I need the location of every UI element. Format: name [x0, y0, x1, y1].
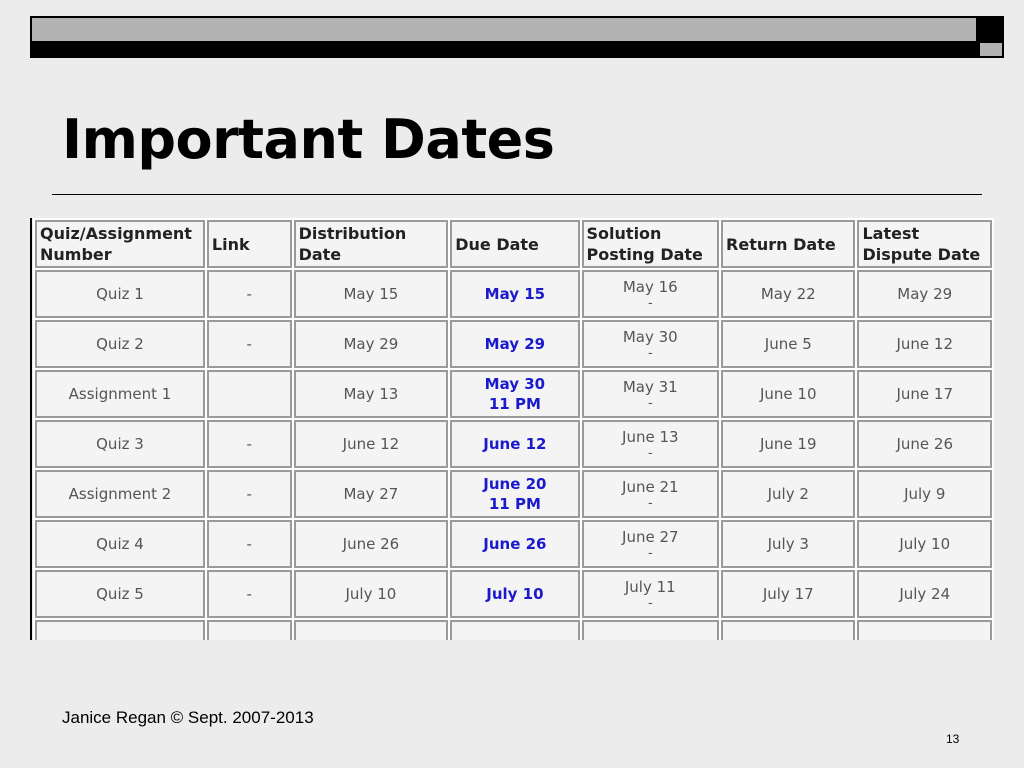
cell-return-date: July 17: [721, 570, 855, 618]
cell-due-date-line: May 15: [484, 285, 546, 303]
cell-latest-dispute-date: June 26: [857, 420, 992, 468]
cell-partial: [450, 620, 579, 640]
cell-due-date-line: July 10: [486, 585, 544, 603]
slide-header-bar: [30, 16, 1004, 58]
header-corner-block: [980, 43, 1002, 56]
cell-solution-posting-date: [582, 320, 720, 368]
slide-footer: Janice Regan © Sept. 2007-2013: [62, 708, 314, 727]
important-dates-table: [33, 218, 994, 640]
table-row: [35, 270, 992, 318]
cell-due-date-line: June 26: [483, 535, 547, 553]
cell-partial: [207, 620, 292, 640]
table-row: [35, 570, 992, 618]
cell-due-date: [450, 270, 579, 318]
cell-solution-posting-date: [582, 570, 720, 618]
cell-due-date-line: 11 PM: [488, 395, 541, 413]
cell-distribution-date: May 29: [294, 320, 449, 368]
header-due-date: Due Date: [450, 220, 579, 268]
cell-due-date: [450, 520, 579, 568]
cell-solution-posting-date-line: -: [647, 596, 653, 611]
cell-due-date: [450, 320, 579, 368]
cell-return-date: July 2: [721, 470, 855, 518]
table-header-row: [35, 220, 992, 268]
cell-solution-posting-date-line: June 27: [622, 528, 679, 546]
cell-latest-dispute-date: July 9: [857, 470, 992, 518]
cell-number: Quiz 5: [35, 570, 205, 618]
header-distribution-date: Distribution Date: [294, 220, 449, 268]
dates-table-screenshot: [30, 218, 994, 640]
cell-distribution-date: June 26: [294, 520, 449, 568]
header-return-date: Return Date: [721, 220, 855, 268]
cell-solution-posting-date-line: July 11: [624, 578, 676, 596]
cell-link[interactable]: -: [207, 270, 292, 318]
slide-title: Important Dates: [62, 108, 555, 171]
cell-number: Quiz 4: [35, 520, 205, 568]
cell-link[interactable]: -: [207, 420, 292, 468]
table-row: [35, 520, 992, 568]
cell-link: [207, 370, 292, 418]
cell-solution-posting-date-line: -: [647, 496, 653, 511]
cell-solution-posting-date-line: June 13: [622, 428, 679, 446]
cell-link[interactable]: -: [207, 320, 292, 368]
cell-latest-dispute-date: July 24: [857, 570, 992, 618]
cell-partial: [721, 620, 855, 640]
cell-solution-posting-date-line: -: [647, 546, 653, 561]
cell-partial: [35, 620, 205, 640]
cell-latest-dispute-date: May 29: [857, 270, 992, 318]
header-link: Link: [207, 220, 292, 268]
cell-return-date: July 3: [721, 520, 855, 568]
cell-due-date: [450, 570, 579, 618]
cell-distribution-date: May 15: [294, 270, 449, 318]
cell-solution-posting-date-line: May 16: [622, 278, 678, 296]
cell-latest-dispute-date: June 17: [857, 370, 992, 418]
cell-distribution-date: May 27: [294, 470, 449, 518]
cell-due-date-line: June 20: [483, 475, 547, 493]
cell-solution-posting-date: [582, 470, 720, 518]
cell-partial: [857, 620, 992, 640]
cell-due-date-line: June 12: [483, 435, 547, 453]
header-gray-strip: [32, 18, 976, 41]
cell-due-date: [450, 420, 579, 468]
cell-solution-posting-date-line: May 30: [622, 328, 678, 346]
cell-latest-dispute-date: July 10: [857, 520, 992, 568]
cell-latest-dispute-date: June 12: [857, 320, 992, 368]
cell-number: Assignment 2: [35, 470, 205, 518]
cell-due-date: [450, 370, 579, 418]
cell-number: Quiz 3: [35, 420, 205, 468]
cell-solution-posting-date-line: -: [647, 446, 653, 461]
cell-return-date: May 22: [721, 270, 855, 318]
cell-due-date-line: May 29: [484, 335, 546, 353]
cell-solution-posting-date: [582, 520, 720, 568]
table-row: [35, 370, 992, 418]
cell-number: Quiz 2: [35, 320, 205, 368]
cell-solution-posting-date-line: May 31: [622, 378, 678, 396]
cell-partial: [582, 620, 720, 640]
cell-due-date-line: 11 PM: [488, 495, 541, 513]
table-row-partial: [35, 620, 992, 640]
cell-link[interactable]: -: [207, 470, 292, 518]
cell-solution-posting-date-line: June 21: [622, 478, 679, 496]
cell-partial: [294, 620, 449, 640]
header-latest-dispute-date: Latest Dispute Date: [857, 220, 992, 268]
title-underline: [52, 194, 982, 195]
cell-distribution-date: June 12: [294, 420, 449, 468]
cell-solution-posting-date: [582, 420, 720, 468]
table-row: [35, 470, 992, 518]
cell-solution-posting-date-line: -: [647, 396, 653, 411]
cell-solution-posting-date: [582, 370, 720, 418]
cell-return-date: June 19: [721, 420, 855, 468]
cell-link[interactable]: -: [207, 520, 292, 568]
cell-solution-posting-date-line: -: [647, 346, 653, 361]
cell-return-date: June 5: [721, 320, 855, 368]
cell-due-date-line: May 30: [484, 375, 546, 393]
cell-link[interactable]: -: [207, 570, 292, 618]
cell-number: Assignment 1: [35, 370, 205, 418]
table-row: [35, 320, 992, 368]
cell-due-date: [450, 470, 579, 518]
cell-solution-posting-date: [582, 270, 720, 318]
header-quiz-assignment-number: Quiz/Assignment Number: [35, 220, 205, 268]
table-row: [35, 420, 992, 468]
table-left-edge: [30, 218, 32, 640]
cell-number: Quiz 1: [35, 270, 205, 318]
cell-solution-posting-date-line: -: [647, 296, 653, 311]
cell-distribution-date: May 13: [294, 370, 449, 418]
cell-return-date: June 10: [721, 370, 855, 418]
header-solution-posting-date: Solution Posting Date: [582, 220, 720, 268]
cell-distribution-date: July 10: [294, 570, 449, 618]
page-number: 13: [946, 732, 960, 746]
